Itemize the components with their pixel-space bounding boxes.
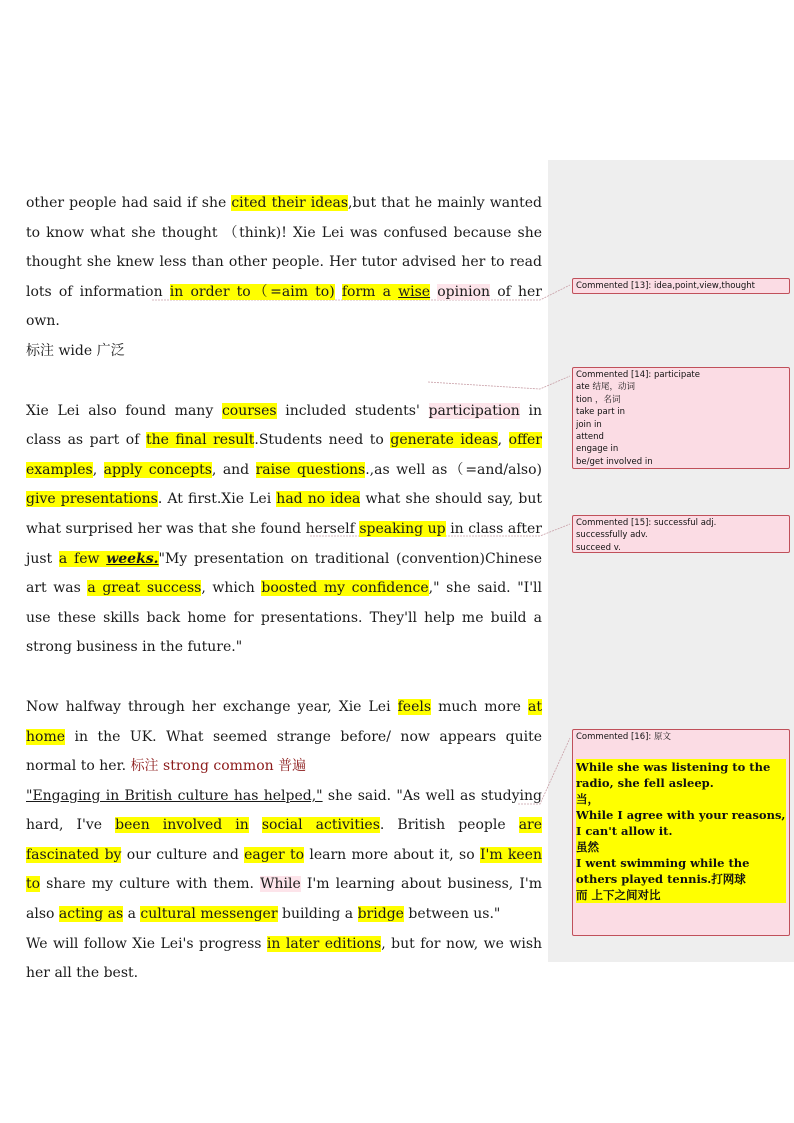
comment-line: I went swimming while the others played tennis.打网球 [576, 855, 786, 887]
comment-line: take part in [576, 407, 625, 418]
comment-line: succeed v. [576, 542, 621, 553]
comment-line: 而 上下之间对比 [576, 887, 786, 903]
text-run: a [123, 906, 141, 923]
highlighted-text: been involved in [115, 817, 249, 834]
text-run: . British people [379, 817, 519, 834]
highlighted-text: boosted my confidence [261, 580, 429, 597]
highlighted-text: at home [26, 698, 542, 745]
comment-14[interactable] [572, 367, 790, 469]
paragraph [26, 189, 542, 337]
text-run: Now halfway through her exchange year, Xie Lei [26, 698, 398, 715]
text-run: 标注 wide 广泛 [26, 342, 125, 359]
paragraph-gap [26, 663, 542, 693]
paragraph [26, 337, 542, 367]
comment-line: 当， [576, 791, 786, 807]
text-run: "My presentation on traditional (convention)Chinese art was [26, 550, 542, 597]
comment-line: join in [576, 419, 602, 430]
highlighted-text: generate ideas [390, 432, 498, 449]
highlighted-text: form a [341, 283, 399, 300]
text-run: . At first.Xie Lei [157, 491, 277, 508]
highlighted-text: feels [397, 698, 432, 715]
highlighted-text: in order to（=aim to) [169, 283, 335, 300]
highlighted-text: cultural messenger [140, 906, 278, 923]
text-run: ,but that he mainly wanted to know what she thought （think)! Xie Lei was confused because she thought she knew less than other people. Her tutor advised her to read lots of information [26, 195, 542, 300]
comment-line: While I agree with your reasons, I can't allow it. [576, 808, 786, 839]
paragraph [26, 930, 542, 989]
highlighted-text: I'm keen to [26, 846, 542, 893]
comment-label: Commented [13]: idea,point,view,thought [576, 281, 755, 291]
highlighted-text: acting as [58, 906, 124, 923]
highlighted-text: a great success [87, 580, 202, 597]
text-run: , but for now, we wish her all the best. [26, 935, 543, 982]
highlighted-text: apply concepts [103, 461, 212, 478]
paragraph-gap [26, 367, 542, 397]
highlighted-text: social activities [261, 817, 380, 834]
document-body [26, 189, 542, 989]
paragraph [26, 397, 542, 663]
commented-text: opinion [437, 283, 491, 300]
highlighted-text: in later editions [266, 935, 382, 952]
highlighted-text: courses [221, 402, 277, 419]
highlighted-text: the final result [145, 432, 255, 449]
text-run: , [92, 461, 104, 478]
text-run: ," she said. "I'll use these skills back home for presentations. They'll help me build a strong business in the future." [26, 580, 543, 656]
highlighted-text: offer examples [26, 432, 542, 478]
text-run: I'm learning about business, I'm also [26, 876, 543, 923]
underlined-text: "Engaging in British culture has helped," [26, 787, 323, 804]
text-run: , which [201, 580, 262, 597]
text-run: in class as part of [26, 402, 542, 449]
text-run: , [497, 432, 509, 449]
text-run: .Students need to [254, 432, 391, 449]
text-run: learn more about it, so [304, 846, 480, 863]
commented-text: participation [428, 402, 520, 419]
text-run: building a [277, 906, 358, 923]
highlighted-text: cited their ideas [231, 195, 349, 211]
text-run: share my culture with them. [40, 876, 261, 893]
comment-line: engage in [576, 444, 619, 455]
highlighted-text: weeks. [106, 550, 159, 567]
text-run: included students' [276, 402, 429, 419]
text-run: other people had said if she [26, 195, 232, 211]
text-run: she said. "As well as studying hard, I've [26, 787, 542, 834]
comment-line: While she was listening to the radio, she fell asleep. [576, 759, 786, 791]
highlighted-text: raise questions [255, 461, 366, 478]
highlighted-text: bridge [357, 906, 404, 923]
comment-label: Commented [15]: successful adj. [576, 518, 717, 528]
highlighted-text: give presentations [26, 491, 158, 508]
text-run: much more [431, 698, 529, 715]
comment-13[interactable] [572, 278, 790, 294]
comment-15[interactable] [572, 515, 790, 553]
comment-line: ate 结尾，动词 [576, 382, 635, 393]
text-run [249, 817, 262, 833]
text-run: in the UK. What seemed strange before/ now appears quite normal to her. [26, 728, 542, 775]
highlighted-text: eager to [244, 846, 305, 863]
comment-line: 虽然 [576, 839, 786, 855]
highlighted-text: a few [58, 550, 107, 567]
comment-16[interactable] [572, 729, 790, 936]
comment-line: tion ，名词 [576, 394, 621, 405]
comment-line [576, 743, 786, 759]
paragraph [26, 693, 542, 782]
highlighted-text: speaking up [359, 520, 446, 537]
text-run: our culture and [121, 846, 245, 863]
highlighted-text: had no idea [276, 491, 361, 508]
text-run: We will follow Xie Lei's progress [26, 935, 267, 952]
highlighted-text: are fascinated by [26, 817, 543, 863]
text-run: .,as well as（=and/also) [365, 461, 542, 478]
text-run: Xie Lei also found many [26, 402, 222, 419]
commented-text: While [260, 876, 301, 893]
comment-line: successfully adv. [576, 530, 648, 541]
comment-line: be/get involved in [576, 456, 653, 467]
comment-label: Commented [16]: 原文 [576, 732, 672, 742]
text-run: what she should say, but what surprised her was that she found herself [26, 491, 543, 537]
highlighted-text: wise [398, 283, 431, 300]
annotation-text: 标注 strong common 普遍 [130, 758, 307, 775]
text-run: , and [211, 461, 256, 478]
paragraph [26, 782, 542, 930]
text-run: of her own. [26, 283, 542, 330]
text-run [335, 284, 342, 300]
comment-line: attend [576, 432, 604, 443]
text-run: in class after just [26, 520, 542, 567]
text-run: between us." [403, 906, 501, 923]
comment-label: Commented [14]: participate [576, 370, 700, 380]
